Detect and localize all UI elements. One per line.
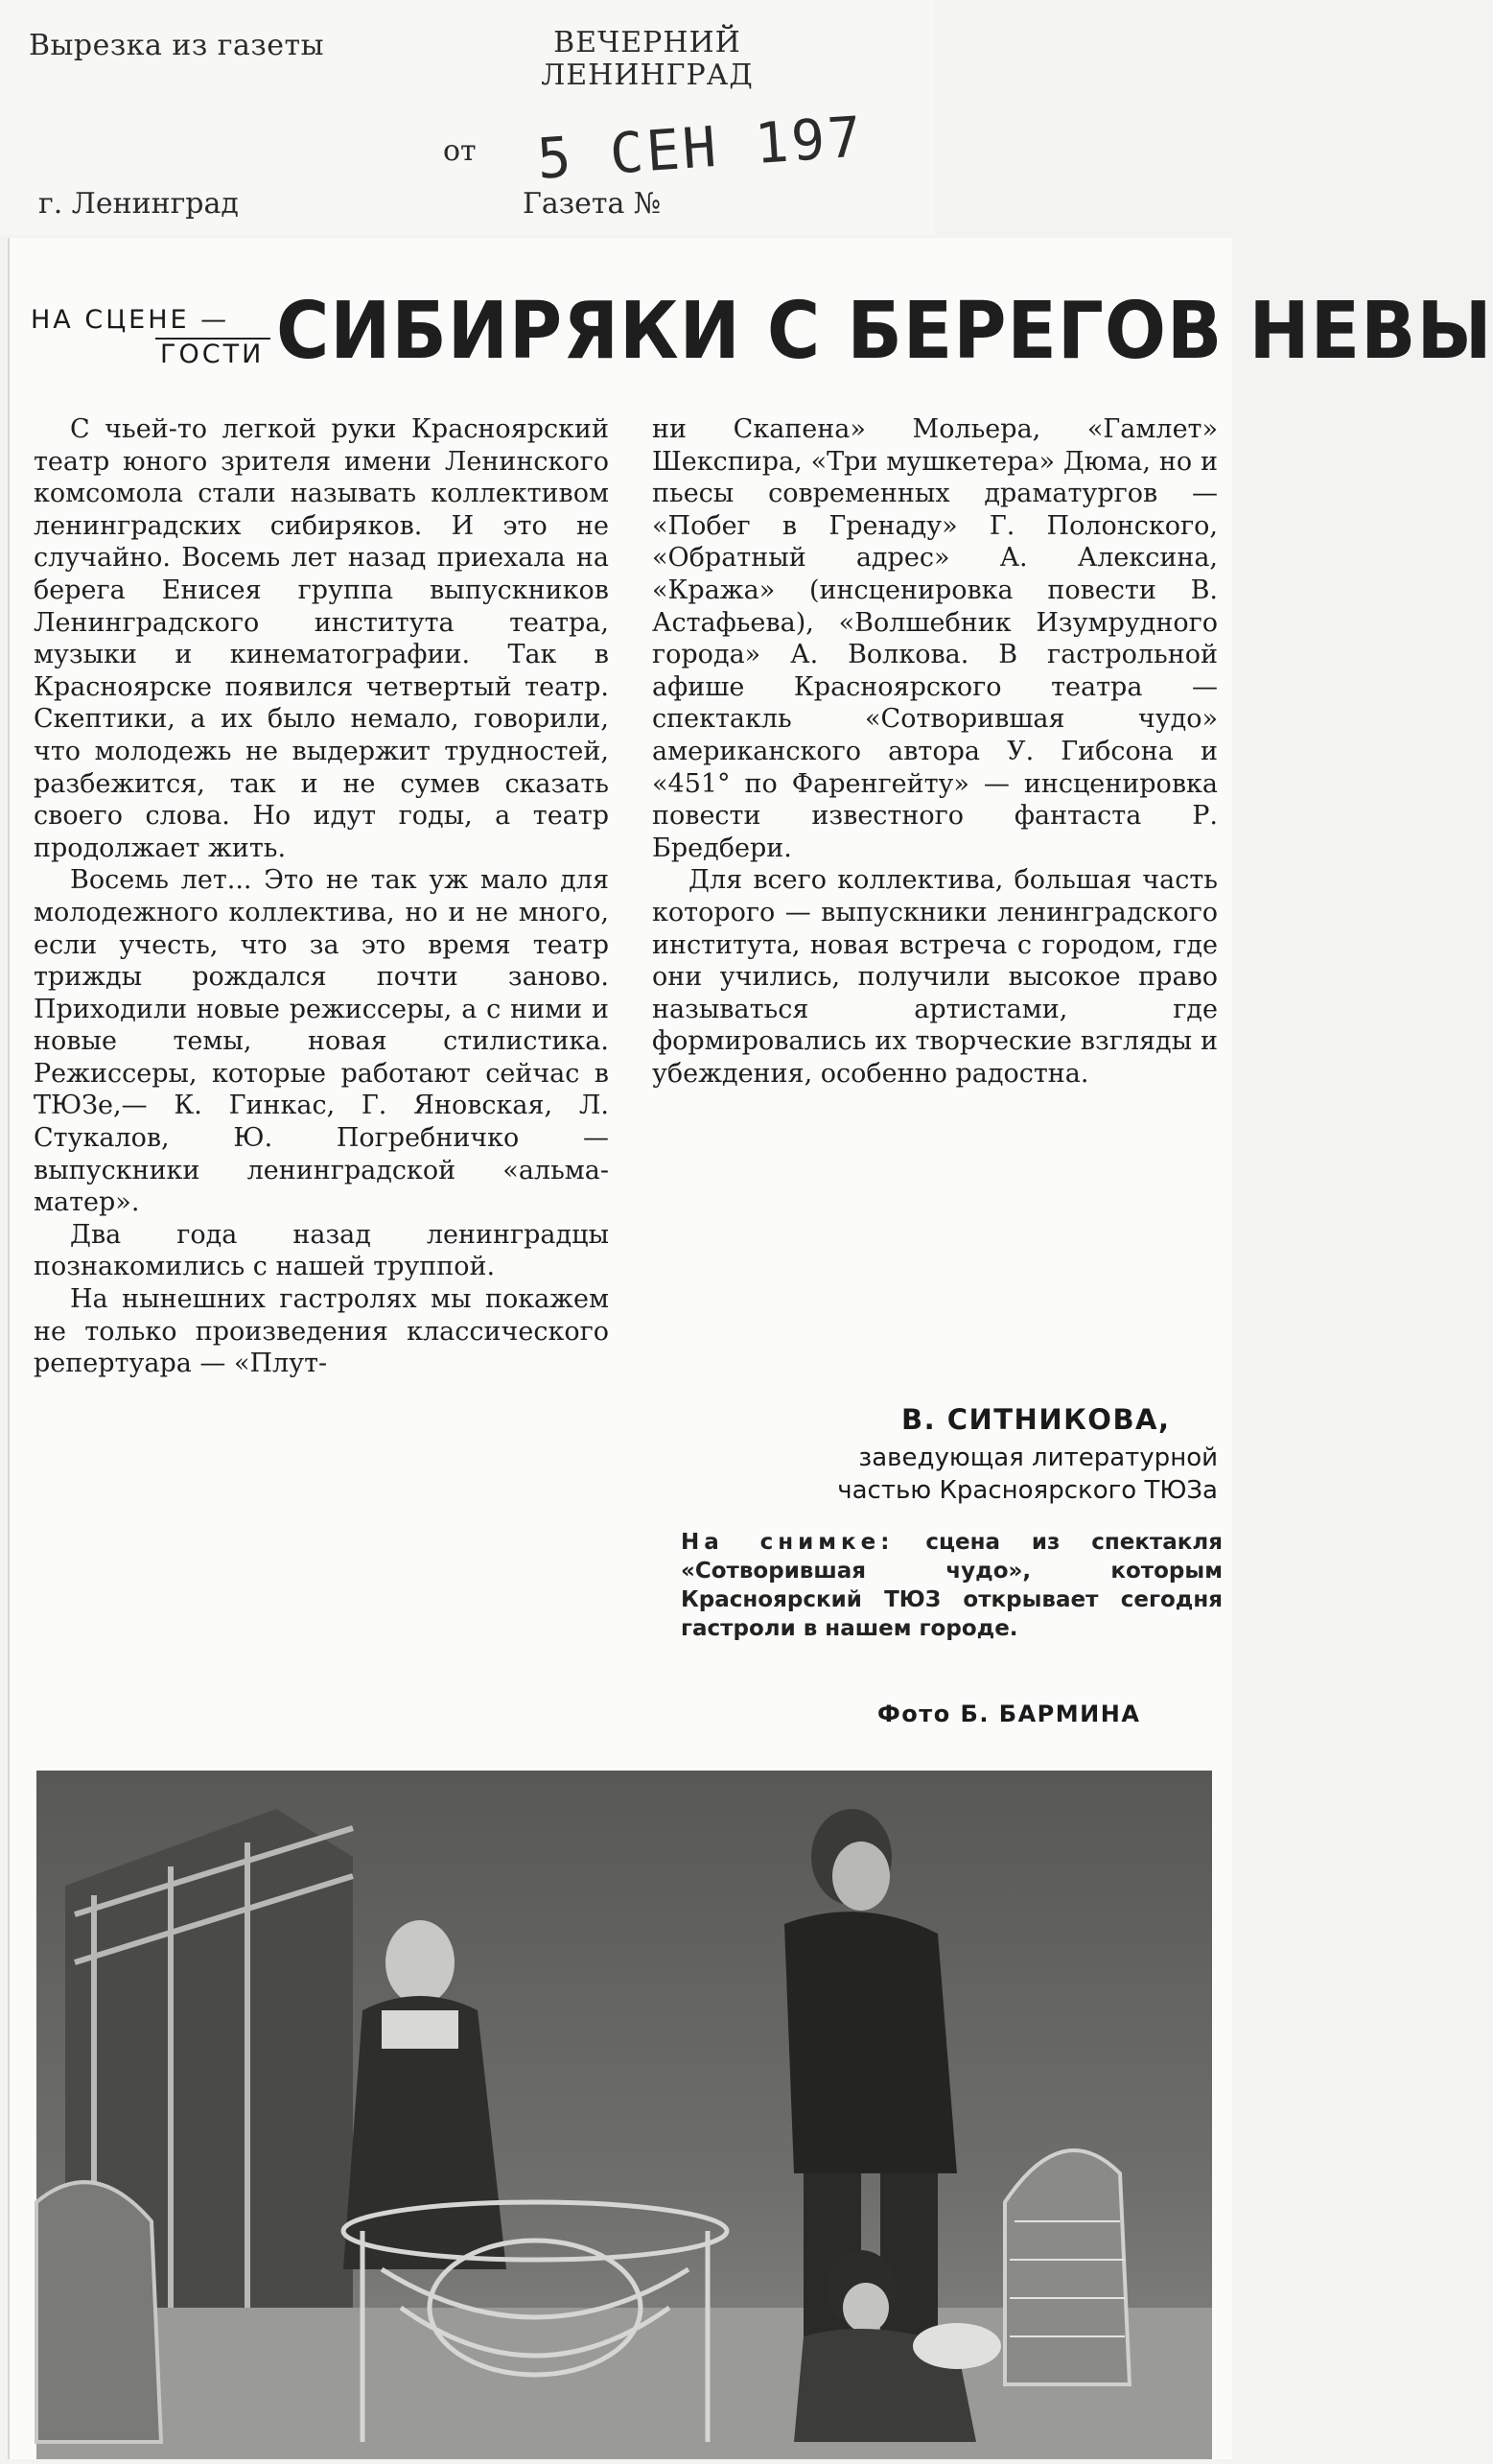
- paragraph: С чьей-то легкой руки Красноярский театр юного зрителя имени Ленинского комсомола стали называть коллективом ленинградских сибиряков. И это не случайно. Восемь лет назад приехала на берега Енисея группа выпускников Ленинградского института театра, музыки и кинематографии. Так в Красноярске появился четвертый театр. Скептики, а их было немало, говорили, что молодежь не выдержит трудностей, разбежится, так и не сумев сказать своего слова. Но идут годы, а театр продолжает жить.: [34, 414, 609, 863]
- date-stamp: 5 СЕН 197: [535, 104, 867, 192]
- paragraph: ни Скапена» Мольера, «Гамлет» Шекспира, «Три мушкетера» Дюма, но и пьесы современных драматургов — «Побег в Гренаду» Г. Полонского, «Обратный адрес» А. Алексина, «Кража» (инсценировка повести В. Астафьева), «Волшебник Изумрудного города» А. Волкова. В гастрольной афише Красноярского театра — спектакль «Сотворившая чудо» американского автора У. Гибсона и «451° по Фаренгейту» — инсценировка повести известного фантаста Р. Бредбери.: [652, 414, 1218, 863]
- article-right-column: [652, 413, 1218, 1090]
- newspaper-name-line1: ВЕЧЕРНИЙ: [553, 26, 741, 59]
- paragraph: Два года назад ленинградцы познакомились с нашей труппой.: [34, 1219, 609, 1282]
- date-label: от: [443, 134, 477, 168]
- caption-lead: На снимке:: [681, 1530, 895, 1555]
- author-position-line1: заведующая литературной: [858, 1443, 1218, 1472]
- paragraph: На нынешних гастролях мы покажем не только произведения классического репертуара — «Плут-: [34, 1284, 609, 1379]
- rubric-line1: НА СЦЕНЕ —: [31, 305, 230, 335]
- clipping-label: Вырезка из газеты: [29, 29, 325, 62]
- clipping-stub: [0, 0, 935, 235]
- author-signature: В. СИТНИКОВА,: [901, 1403, 1171, 1436]
- paragraph: Восемь лет... Это не так уж мало для молодежного коллектива, но и не много, если учесть, что за это время театр трижды рождался почти заново. Приходили новые режиссеры, а с ними и новые темы, новая стилистика. Режиссеры, которые работают сейчас в ТЮЗе,— К. Гинкас, Г. Яновская, Л. Стукалов, Ю. Погребничко — выпускники ленинградской «альма-матер».: [34, 865, 609, 1218]
- stage-photo-image: [36, 1771, 1212, 2459]
- city-label: г. Ленинград: [38, 187, 239, 221]
- article-left-column: [34, 413, 609, 1380]
- newspaper-name: [508, 27, 786, 92]
- photo-caption: [681, 1528, 1223, 1643]
- newspaper-clipping: [8, 238, 1493, 2459]
- gazeta-number-label: Газета №: [523, 187, 662, 221]
- newspaper-name-line2: ЛЕНИНГРАД: [541, 59, 754, 92]
- stage-photo: [36, 1771, 1212, 2459]
- caption-text: сцена из спектакля «Сотворившая чудо», которым Красноярский ТЮЗ открывает сегодня гастроли в нашем городе.: [681, 1530, 1224, 1641]
- author-position-line2: частью Красноярского ТЮЗа: [837, 1476, 1218, 1505]
- rubric-line2: ГОСТИ: [160, 340, 265, 369]
- author-position: [700, 1442, 1218, 1507]
- headline: СИБИРЯКИ С БЕРЕГОВ НЕВЫ: [276, 286, 1493, 377]
- photo-credit: Фото Б. БАРМИНА: [877, 1701, 1141, 1727]
- paragraph: Для всего коллектива, большая часть которого — выпускники ленинградского института, новая встреча с городом, где они учились, получили высокое право называться артистами, где формировались их творческие взгляды и убеждения, особенно радостна.: [652, 865, 1218, 1089]
